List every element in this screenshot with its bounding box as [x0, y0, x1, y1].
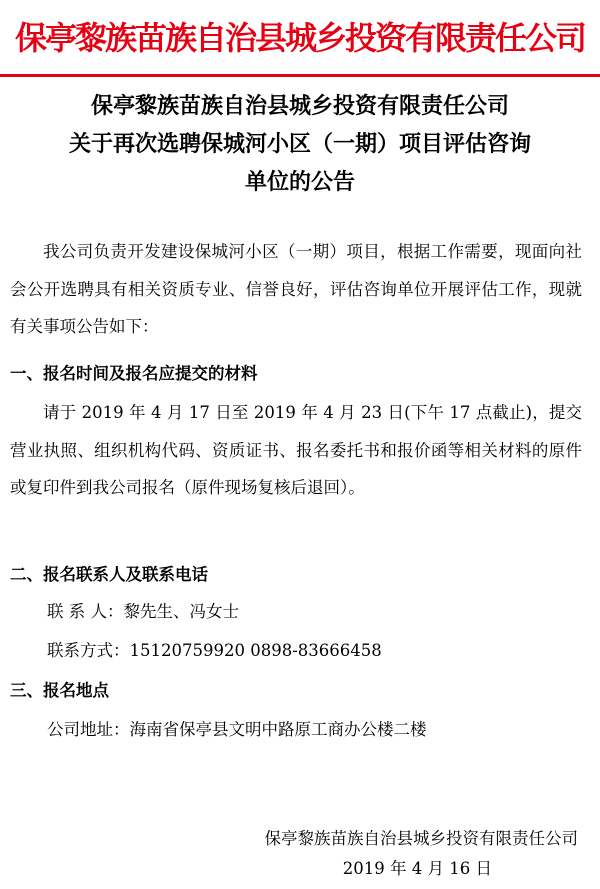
title-line-2: 关于再次选聘保城河小区（一期）项目评估咨询 — [68, 132, 531, 157]
masthead-title: 保亭黎族苗族自治县城乡投资有限责任公司 — [14, 19, 585, 57]
signature-date: 2019 年 4 月 16 日 — [342, 859, 492, 878]
company-address: 公司地址：海南省保亭县文明中路原工商办公楼二楼 — [47, 720, 427, 739]
registration-paragraph: 请于 2019 年 4 月 17 日至 2019 年 4 月 23 日(下午 17 点截止)，提交营业执照、组织机构代码、资质证书、报名委托书和报价函等相关材料的原件或复印件到我公司报名（原件现场复核后退回）。 — [10, 403, 582, 497]
contact-phone: 联系方式：15120759920 0898-83666458 — [47, 641, 382, 660]
masthead-red-rule — [0, 74, 600, 77]
section-heading-registration: 一、报名时间及报名应提交的材料 — [10, 364, 258, 383]
title-line-1: 保亭黎族苗族自治县城乡投资有限责任公司 — [90, 94, 509, 119]
title-line-3: 单位的公告 — [244, 170, 355, 195]
notice-title — [0, 88, 600, 202]
section-heading-location: 三、报名地点 — [10, 681, 109, 700]
section-heading-contact: 二、报名联系人及联系电话 — [10, 565, 208, 584]
signature-organization: 保亭黎族苗族自治县城乡投资有限责任公司 — [264, 829, 578, 848]
contact-person: 联 系 人：黎先生、冯女士 — [47, 602, 239, 621]
intro-paragraph: 我公司负责开发建设保城河小区（一期）项目，根据工作需要，现面向社会公开选聘具有相关资质专业、信誉良好，评估咨询单位开展评估工作，现就有关事项公告如下： — [10, 242, 582, 336]
